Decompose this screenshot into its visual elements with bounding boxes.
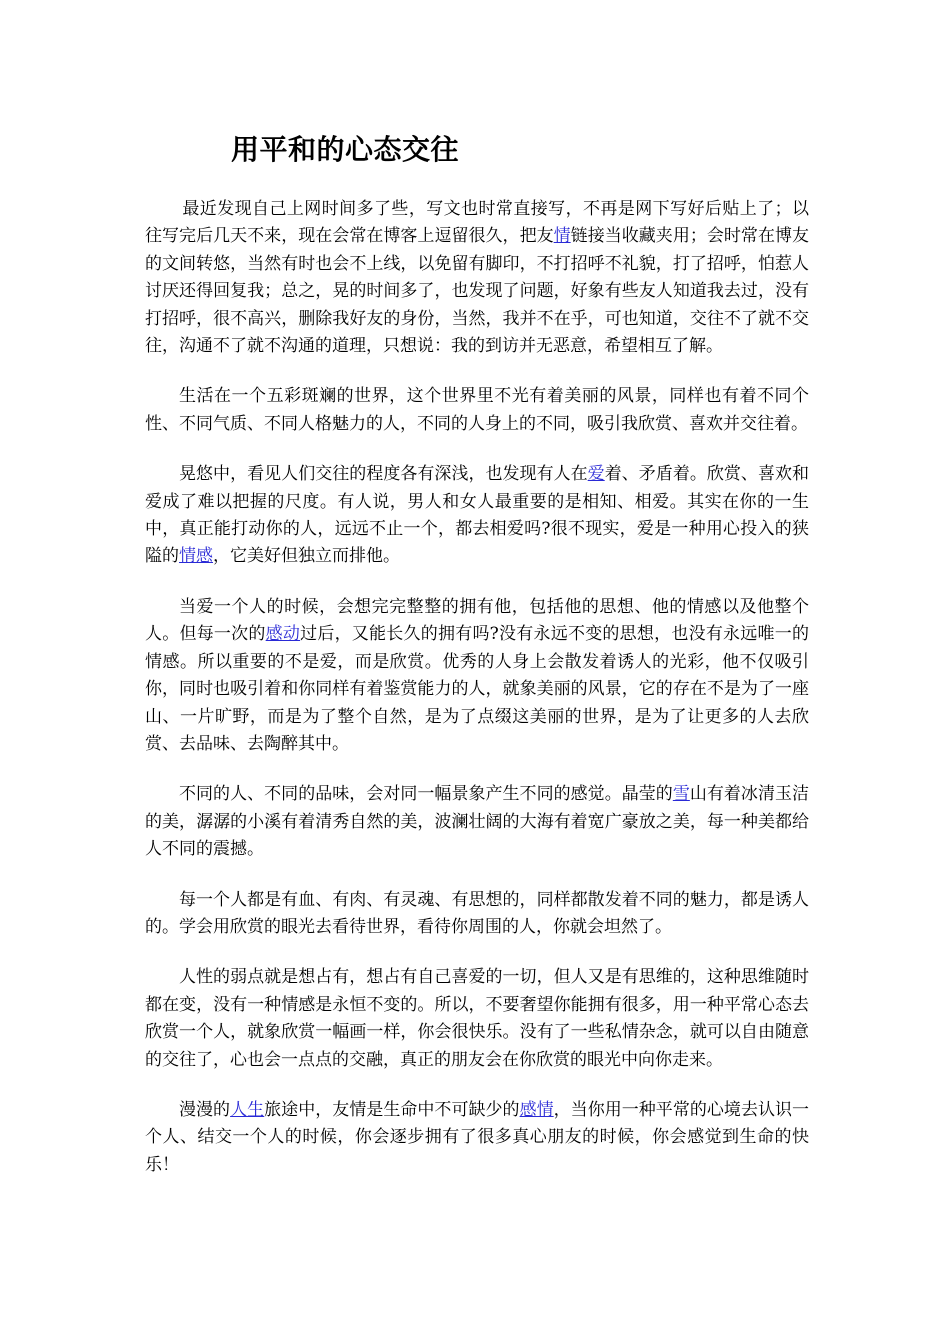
paragraph-3 [145,461,809,571]
paragraph-text: 生活在一个五彩斑斓的世界，这个世界里不光有着美丽的风景，同样也有着不同个性、不同气质、不同人格魅力的人，不同的人身上的不同，吸引我欣赏、喜欢并交往着。 [145,386,809,434]
paragraph-text: 晃悠中，看见人们交往的程度各有深浅，也发现有人在 [179,464,588,485]
paragraph-6 [145,887,809,942]
link-qing[interactable]: 情 [553,226,571,247]
paragraph-4 [145,594,809,758]
paragraph-text: ，它美好但独立而排他。 [213,546,400,567]
paragraph-text: 漫漫的 [179,1099,231,1120]
paragraph-text: 旅途中，友情是生命中不可缺少的 [264,1099,520,1120]
link-ai[interactable]: 爱 [587,464,605,485]
paragraph-2 [145,383,809,438]
link-ganqing[interactable]: 感情 [519,1099,554,1120]
link-xue[interactable]: 雪 [672,784,690,805]
paragraph-text: 每一个人都是有血、有肉、有灵魂、有思想的，同样都散发着不同的魅力，都是诱人的。学会用欣赏的眼光去看待世界，看待你周围的人，你就会坦然了。 [145,889,809,937]
paragraph-text: 当爱一个人的时候，会想完完整整的拥有他，包括他的思想、他的情感以及他整个人。但每一次的 [145,596,809,645]
paragraph-text: ，当你用一种平常的心境去认识一个人、结交一个人的时候，你会逐步拥有了很多真心朋友的时候，你会感觉到生命的快乐！ [145,1099,810,1175]
paragraph-text: 链接当收藏夹用；会时常在博友的文间转悠，当然有时也会不上线，以免留有脚印，不打招呼不礼貌，打了招呼，怕惹人讨厌还得回复我；总之，晃的时间多了，也发现了问题，好象有些友人知道我去过，没有打招呼，很不高兴，删除我好友的身份，当然，我并不在乎，可也知道，交往不了就不交往，沟通不了就不沟通的道理，只想说：我的到访并无恶意，希望相互了解。 [145,226,810,357]
paragraph-text: 不同的人、不同的品味，会对同一幅景象产生不同的感觉。晶莹的 [179,784,673,805]
paragraph-text: 最近发现自己上网时间多了些，写文也时常直接写，不再是网下写好后贴上了；以往写完后几天不来，现在会常在博客上逗留很久，把友 [145,199,809,247]
paragraph-text: 过后，又能长久的拥有吗?没有永远不变的思想，也没有永远唯一的情感。所以重要的不是爱，而是欣赏。优秀的人身上会散发着诱人的光彩，他不仅吸引你，同时也吸引着和你同样有着鉴赏能力的人，就象美丽的风景，它的存在不是为了一座山、一片旷野，而是为了整个自然，是为了点缀这美丽的世界，是为了让更多的人去欣赏、去品味、去陶醉其中。 [145,624,809,754]
paragraph-5 [145,781,809,863]
paragraph-8 [145,1097,809,1179]
document-title: 用平和的心态交往 [231,133,460,166]
document-body [145,196,809,1202]
paragraph-1 [145,196,809,360]
paragraph-7 [145,964,809,1074]
link-qinggan[interactable]: 情感 [179,546,213,567]
paragraph-text: 山有着冰清玉洁的美，潺潺的小溪有着清秀自然的美，波澜壮阔的大海有着宽广豪放之美，每一种美都给人不同的震撼。 [145,784,810,860]
paragraph-text: 人性的弱点就是想占有，想占有自己喜爱的一切，但人又是有思维的，这种思维随时都在变，没有一种情感是永恒不变的。所以，不要奢望你能拥有很多，用一种平常心态去欣赏一个人，就象欣赏一幅画一样，你会很快乐。没有了一些私情杂念，就可以自由随意的交往了，心也会一点点的交融，真正的朋友会在你欣赏的眼光中向你走来。 [145,967,809,1070]
paragraph-text: 着、矛盾着。欣赏、喜欢和爱成了难以把握的尺度。有人说，男人和女人最重要的是相知、相爱。其实在你的一生中，真正能打动你的人，远远不止一个，都去相爱吗?很不现实，爱是一种用心投入的狭隘的 [145,464,810,567]
link-rensheng[interactable]: 人生 [230,1099,265,1120]
link-gandong[interactable]: 感动 [265,624,301,645]
